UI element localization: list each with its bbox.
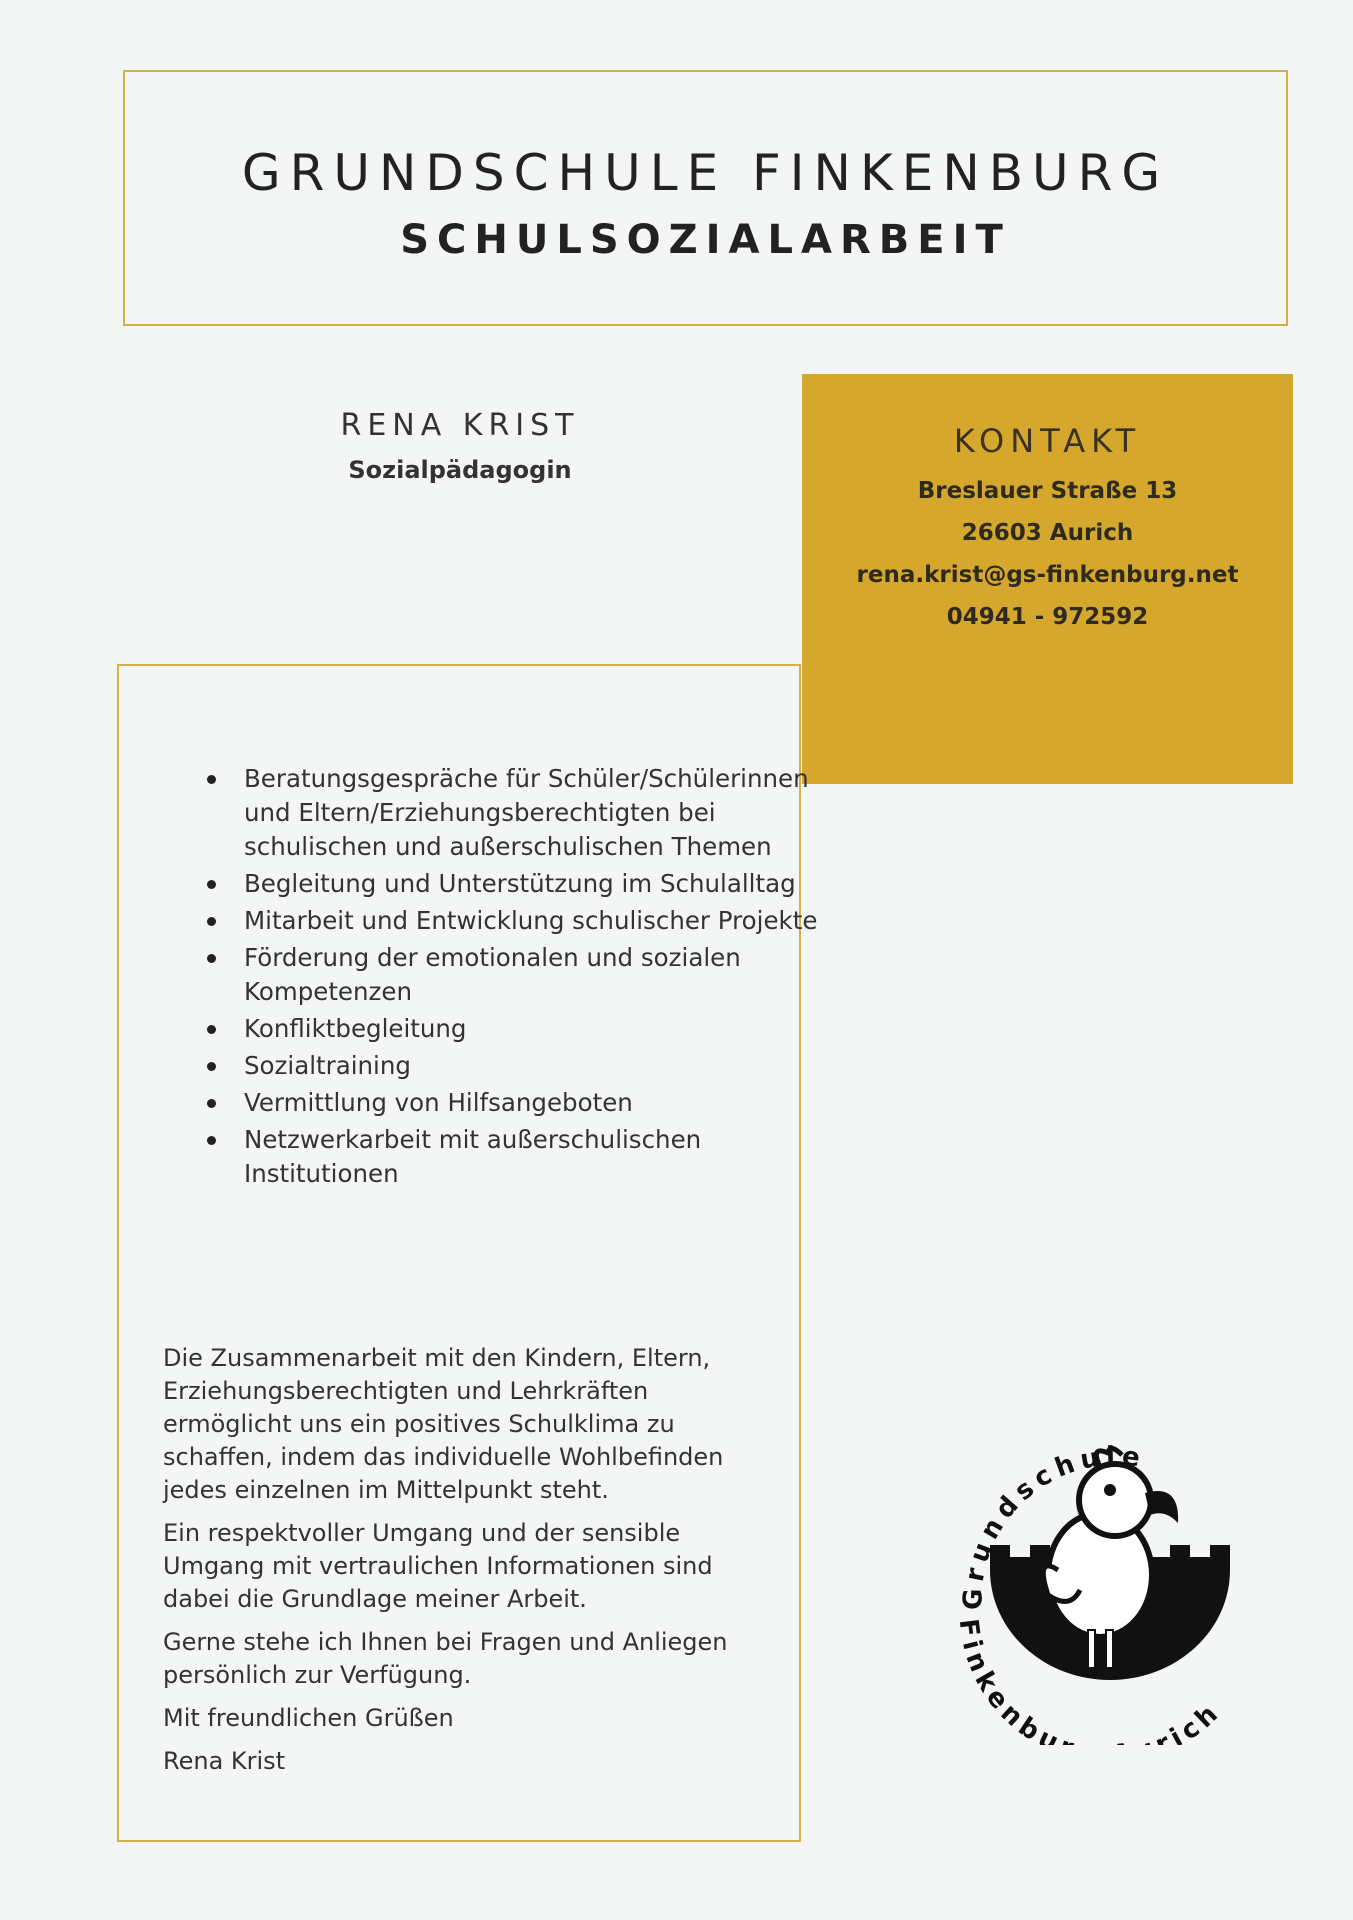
school-title: GRUNDSCHULE FINKENBURG (241, 144, 1170, 202)
service-item: Förderung der emotionalen und sozialen Kompetenzen (244, 941, 824, 1009)
contact-street: Breslauer Straße 13 (917, 478, 1178, 504)
person-role: Sozialpädagogin (348, 456, 572, 484)
header-box (123, 70, 1288, 326)
services-list (199, 762, 824, 1194)
service-item: Mitarbeit und Entwicklung schulischer Projekte (244, 904, 824, 938)
parrot-castle-logo-icon (940, 1405, 1280, 1745)
school-subtitle: SCHULSOZIALARBEIT (400, 217, 1011, 263)
service-item: Beratungsgespräche für Schüler/Schülerinnen und Eltern/Erziehungsberechtigten bei schulischen und außerschulischen Themen (244, 762, 824, 864)
paragraph-respect: Ein respektvoller Umgang und der sensible Umgang mit vertraulichen Informationen sind dabei die Grundlage meiner Arbeit. (163, 1519, 713, 1613)
content-box (117, 664, 818, 1842)
paragraph-cooperation: Die Zusammenarbeit mit den Kindern, Eltern, Erziehungsberechtigten und Lehrkräften ermöglicht uns ein positives Schulklima zu schaffen, indem das individuelle Wohlbefinden jedes einzelnen im Mittelpunkt steht. (163, 1344, 724, 1504)
logo-bottom-text: Finkenbu rich (952, 1617, 1228, 1745)
school-logo (940, 1405, 1280, 1745)
service-item: Sozialtraining (244, 1049, 824, 1083)
service-item: Konfliktbegleitung (244, 1012, 824, 1046)
contact-heading: KONTAKT (953, 422, 1142, 460)
contact-city: 26603 Aurich (961, 520, 1134, 546)
contact-phone[interactable]: 04941 - 972592 (946, 604, 1149, 630)
letter-text (163, 1342, 763, 1788)
signature: Rena Krist (163, 1747, 286, 1775)
service-item: Begleitung und Unterstützung im Schulalltag (244, 867, 824, 901)
paragraph-availability: Gerne stehe ich Ihnen bei Fragen und Anliegen persönlich zur Verfügung. (163, 1628, 728, 1689)
service-item: Netzwerkarbeit mit außerschulischen Institutionen (244, 1123, 824, 1191)
contact-box (802, 374, 1293, 784)
service-item: Vermittlung von Hilfsangeboten (244, 1086, 824, 1120)
logo-top-text: Grundschule (958, 1441, 1148, 1611)
contact-email[interactable]: rena.krist@gs-finkenburg.net (856, 562, 1239, 588)
closing-line: Mit freundlichen Grüßen (163, 1704, 454, 1732)
person-name: RENA KRIST (340, 408, 580, 443)
